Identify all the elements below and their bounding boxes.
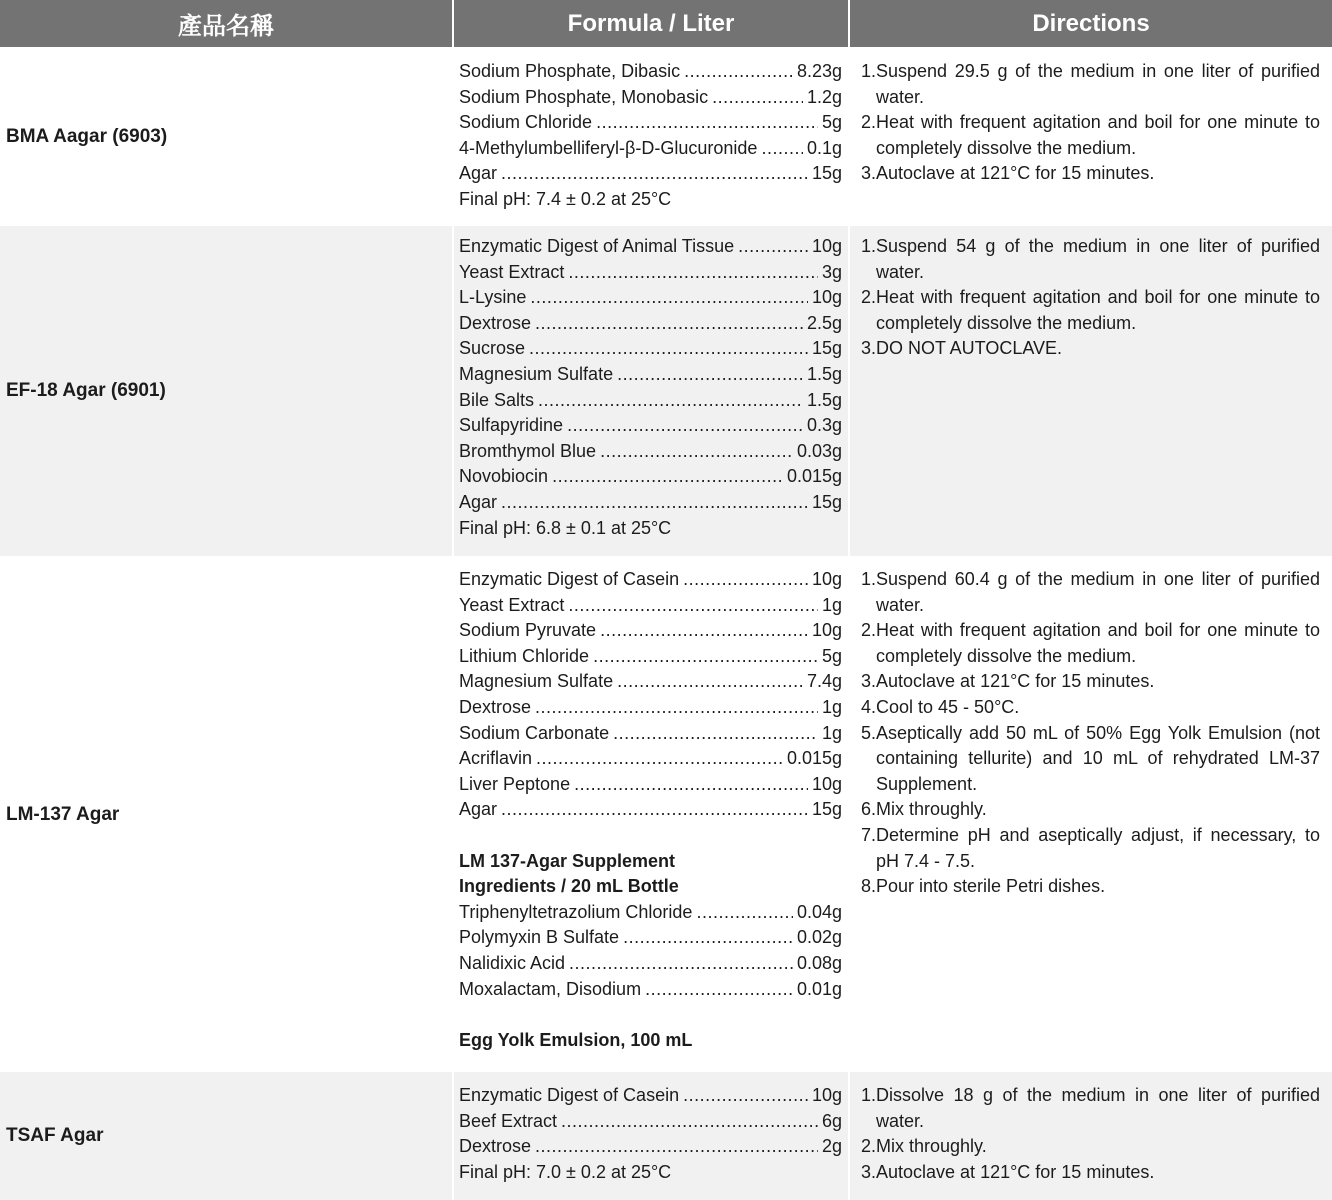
direction-step: 3. Autoclave at 121°C for 15 minutes.	[861, 1161, 1155, 1182]
formula-cell	[454, 49, 848, 224]
directions-cell	[850, 558, 1332, 1070]
direction-step: 2. Heat with frequent agitation and boil for one minute to completely dissolve the medium.	[861, 112, 1320, 158]
direction-step: 8. Pour into sterile Petri dishes.	[861, 876, 1106, 897]
formula-line: Lithium Chloride ..... 5g	[459, 644, 842, 670]
formula-line: Liver Peptone ..... 10g	[459, 772, 842, 798]
direction-step: 2. Mix throughly.	[861, 1136, 987, 1157]
product-name: TSAF Agar	[6, 1125, 104, 1146]
product-name: BMA Aagar (6903)	[6, 126, 168, 147]
product-name: LM-137 Agar	[6, 804, 120, 825]
direction-step: 1. Dissolve 18 g of the medium in one liter of purified water.	[861, 1085, 1320, 1131]
formula-line: Magnesium Sulfate ..... 1.5g	[459, 362, 842, 388]
formula-line: Magnesium Sulfate ..... 7.4g	[459, 669, 842, 695]
formula-cell	[454, 558, 848, 1070]
directions-cell	[850, 1072, 1332, 1200]
formula-line: Agar ..... 15g	[459, 161, 842, 187]
formula-line: Dextrose ..... 1g	[459, 695, 842, 721]
product-row-lm137	[0, 558, 1332, 1070]
formula-line: Sodium Chloride ..... 5g	[459, 110, 842, 136]
direction-step: 2. Heat with frequent agitation and boil for one minute to completely dissolve the medium.	[861, 287, 1320, 333]
formula-line: Agar ..... 15g	[459, 490, 842, 516]
direction-step: 5. Aseptically add 50 mL of 50% Egg Yolk Emulsion (not containing tellurite) and 10 mL of rehydrated LM-37 Supplement.	[861, 722, 1320, 794]
supplement-line: Moxalactam, Disodium ..... 0.01g	[459, 977, 842, 1003]
formula-line: Agar ..... 15g	[459, 797, 842, 823]
supplement-line: Nalidixic Acid ..... 0.08g	[459, 951, 842, 977]
final-ph: Final pH: 7.4 ± 0.2 at 25°C	[459, 188, 672, 209]
formula-line: Sodium Carbonate ..... 1g	[459, 721, 842, 747]
formula-line: 4-Methylumbelliferyl-β-D-Glucuronide ..... 0.1g	[459, 136, 842, 162]
supplement-line: Triphenyltetrazolium Chloride ..... 0.04g	[459, 900, 842, 926]
product-row-tsaf	[0, 1072, 1332, 1200]
product-name: EF-18 Agar (6901)	[6, 380, 166, 401]
direction-step: 4. Cool to 45 - 50°C.	[861, 696, 1020, 717]
formula-line: L-Lysine ..... 10g	[459, 285, 842, 311]
supplement-subtitle: Ingredients / 20 mL Bottle	[459, 876, 679, 897]
header-directions: Directions	[850, 0, 1332, 47]
formula-line: Dextrose ..... 2.5g	[459, 311, 842, 337]
final-ph: Final pH: 6.8 ± 0.1 at 25°C	[459, 517, 672, 538]
direction-step: 7. Determine pH and aseptically adjust, if necessary, to pH 7.4 - 7.5.	[861, 824, 1320, 871]
direction-step: 1. Suspend 60.4 g of the medium in one liter of purified water.	[861, 569, 1320, 615]
directions-cell	[850, 226, 1332, 556]
formula-line: Acriflavin ..... 0.015g	[459, 746, 842, 772]
header-product-name: 產品名稱	[0, 0, 452, 47]
direction-step: 6. Mix throughly.	[861, 799, 987, 820]
direction-step: 1. Suspend 29.5 g of the medium in one liter of purified water.	[861, 61, 1320, 107]
formula-cell	[454, 226, 848, 556]
final-ph: Final pH: 7.0 ± 0.2 at 25°C	[459, 1161, 672, 1182]
egg-yolk-emulsion: Egg Yolk Emulsion, 100 mL	[459, 1029, 693, 1050]
formula-line: Enzymatic Digest of Casein ..... 10g	[459, 1083, 842, 1109]
formula-line: Dextrose ..... 2g	[459, 1134, 842, 1160]
formula-line: Enzymatic Digest of Animal Tissue ..... 10g	[459, 234, 842, 260]
direction-step: 2. Heat with frequent agitation and boil for one minute to completely dissolve the medium.	[861, 620, 1320, 666]
formula-cell	[454, 1072, 848, 1200]
directions-cell	[850, 49, 1332, 224]
supplement-line: Polymyxin B Sulfate ..... 0.02g	[459, 925, 842, 951]
product-row-ef18	[0, 226, 1332, 556]
formula-line: Yeast Extract ..... 3g	[459, 260, 842, 286]
formula-line: Novobiocin ..... 0.015g	[459, 464, 842, 490]
formula-line: Sulfapyridine ..... 0.3g	[459, 413, 842, 439]
formula-line: Yeast Extract ..... 1g	[459, 593, 842, 619]
product-row-bma	[0, 49, 1332, 224]
direction-step: 1. Suspend 54 g of the medium in one liter of purified water.	[861, 236, 1320, 282]
supplement-title: LM 137-Agar Supplement	[459, 850, 676, 871]
formula-line: Sodium Phosphate, Monobasic ..... 1.2g	[459, 85, 842, 111]
formula-line: Bromthymol Blue ..... 0.03g	[459, 439, 842, 465]
direction-step: 3. DO NOT AUTOCLAVE.	[861, 338, 1063, 359]
header-formula: Formula / Liter	[454, 0, 848, 47]
formula-line: Sucrose ..... 15g	[459, 336, 842, 362]
formula-line: Sodium Phosphate, Dibasic ..... 8.23g	[459, 59, 842, 85]
formula-line: Beef Extract ..... 6g	[459, 1109, 842, 1135]
direction-step: 3. Autoclave at 121°C for 15 minutes.	[861, 163, 1155, 184]
formula-line: Sodium Pyruvate ..... 10g	[459, 618, 842, 644]
formula-line: Enzymatic Digest of Casein ..... 10g	[459, 567, 842, 593]
formula-line: Bile Salts ..... 1.5g	[459, 388, 842, 414]
direction-step: 3. Autoclave at 121°C for 15 minutes.	[861, 671, 1155, 692]
